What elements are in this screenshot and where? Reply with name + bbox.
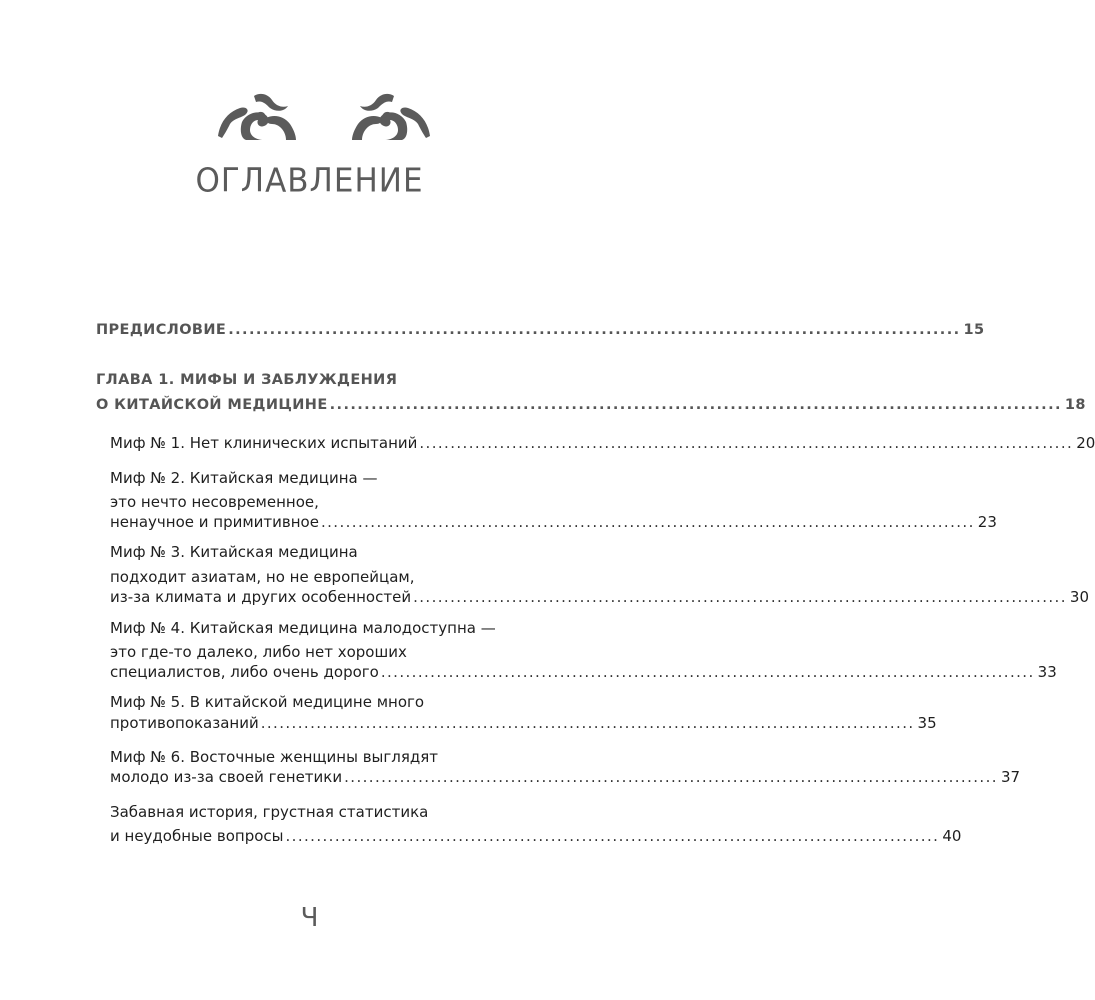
- page-number: Ч: [300, 903, 319, 933]
- toc-entry-text-line[interactable]: это где-то далеко, либо нет хороших: [110, 643, 407, 661]
- toc-entry-text: Миф № 1. Нет клинических испытаний: [110, 434, 418, 452]
- toc-page-number: 35: [917, 714, 937, 732]
- toc-page-number: 18: [1064, 397, 1086, 413]
- toc-page-number: 33: [1037, 663, 1057, 681]
- leader-dots: ..........................................................................................................: [260, 714, 915, 732]
- toc-entry-text-line[interactable]: это нечто несовременное,: [110, 493, 319, 511]
- leader-dots: ..........................................................................................................: [413, 588, 1067, 606]
- toc-entry-preface[interactable]: [96, 322, 985, 346]
- toc-page-number: 37: [1000, 768, 1021, 786]
- toc-entry-myth-6[interactable]: [110, 768, 1021, 792]
- toc-entry-myth-4[interactable]: [110, 663, 1057, 687]
- leader-dots: ..........................................................................................................: [329, 397, 1062, 413]
- toc-entry-text: О КИТАЙСКОЙ МЕДИЦИНЕ: [96, 397, 328, 413]
- leader-dots: ..........................................................................................................: [285, 827, 940, 845]
- toc-entry-text-line[interactable]: Миф № 3. Китайская медицина: [110, 543, 358, 561]
- page-title: ОГЛАВЛЕНИЕ: [195, 162, 424, 200]
- toc-entry-text-line[interactable]: подходит азиатам, но не европейцам,: [110, 568, 415, 586]
- toc-entry-funny-story[interactable]: [110, 827, 962, 851]
- toc-entry-text-line[interactable]: Миф № 2. Китайская медицина —: [110, 469, 378, 487]
- toc-chapter-title-line[interactable]: ГЛАВА 1. МИФЫ И ЗАБЛУЖДЕНИЯ: [96, 372, 398, 388]
- leader-dots: ..........................................................................................................: [228, 322, 961, 338]
- toc-entry-text: ПРЕДИСЛОВИЕ: [96, 322, 227, 338]
- toc-entry-myth-2[interactable]: [110, 513, 997, 537]
- toc-entry-myth-5[interactable]: [110, 714, 937, 738]
- toc-entry-text: и неудобные вопросы: [110, 827, 284, 845]
- toc-page-number: 40: [942, 827, 962, 845]
- toc-entry-myth-3[interactable]: [110, 588, 1089, 612]
- toc-entry-text: ненаучное и примитивное: [110, 513, 319, 531]
- toc-entry-text-line[interactable]: Забавная история, грустная статистика: [110, 803, 429, 821]
- toc-entry-myth-1[interactable]: [110, 434, 1095, 458]
- leader-dots: ..........................................................................................................: [320, 513, 975, 531]
- toc-page-number: 30: [1069, 588, 1089, 606]
- leader-dots: ..........................................................................................................: [344, 768, 998, 786]
- toc-page-number: 15: [963, 322, 985, 338]
- toc-page-number: 23: [977, 513, 997, 531]
- toc-page-number: 20: [1076, 434, 1095, 452]
- leader-dots: ..........................................................................................................: [419, 434, 1074, 452]
- toc-entry-text: специалистов, либо очень дорого: [110, 663, 379, 681]
- leader-dots: ..........................................................................................................: [380, 663, 1035, 681]
- toc-entry-text-line[interactable]: Миф № 6. Восточные женщины выглядят: [110, 748, 439, 766]
- toc-entry-text: молодо из-за своей генетики: [110, 768, 343, 786]
- toc-entry-text-line[interactable]: Миф № 5. В китайской медицине много: [110, 693, 425, 711]
- toc-entry-text-line[interactable]: Миф № 4. Китайская медицина малодоступна —: [110, 619, 496, 637]
- toc-entry-text: противопоказаний: [110, 714, 259, 732]
- toc-entry-text: из-за климата и других особенностей: [110, 588, 412, 606]
- toc-entry-chapter1[interactable]: [96, 397, 1086, 421]
